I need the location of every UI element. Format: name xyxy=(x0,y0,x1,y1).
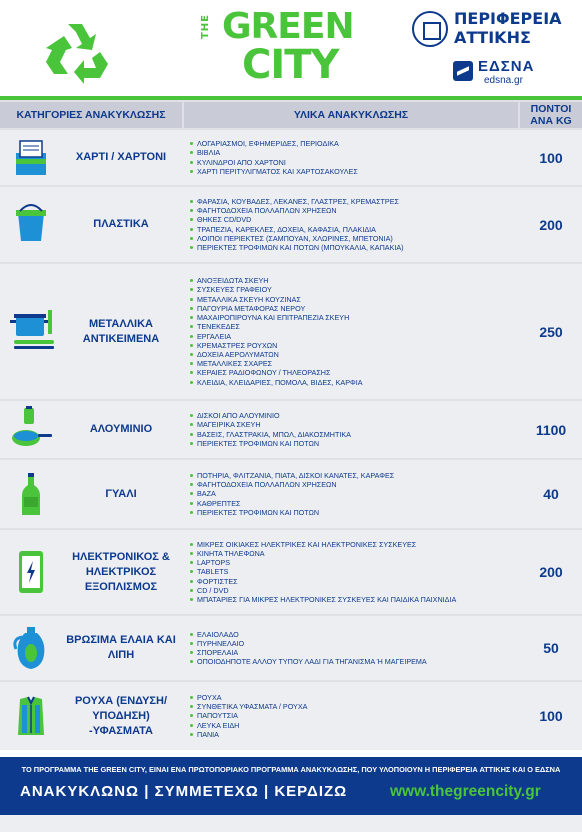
list-item: ΕΡΓΑΛΕΙΑ xyxy=(190,332,514,341)
materials-list xyxy=(190,187,514,262)
category-label: ΑΛΟΥΜΙΝΙΟ xyxy=(89,423,153,435)
list-item: ΦΑΡΑΣΙΑ, ΚΟΥΒΑΔΕΣ, ΛΕΚΑΝΕΣ, ΓΛΑΣΤΡΕΣ, ΚΡΕΜΑΣΤΡΕΣ xyxy=(190,197,514,206)
list-item: ΠΕΡΙΕΚΤΕΣ ΤΡΟΦΙΜΩΝ ΚΑΙ ΠΟΤΩΝ xyxy=(190,439,514,448)
points-value: 200 xyxy=(520,530,582,614)
list-item: ΣΥΝΘΕΤΙΚΑ ΥΦΑΣΜΑΤΑ / ΡΟΥΧΑ xyxy=(190,702,514,711)
list-item: ΔΙΣΚΟΙ ΑΠΟ ΑΛΟΥΜΙΝΙΟ xyxy=(190,411,514,420)
table-header xyxy=(0,100,582,128)
list-item: ΚΑΘΡΕΠΤΕΣ xyxy=(190,499,514,508)
list-item: ΜΠΑΤΑΡΙΕΣ ΓΙΑ ΜΙΚΡΕΣ ΗΛΕΚΤΡΟΝΙΚΕΣ ΣΥΣΚΕΥΕΣ ΚΑΙ ΠΑΙΔΙΚΑ ΠΑΙΧΝΙΔΙΑ xyxy=(190,595,514,604)
list-item: ΒΑΣΕΙΣ, ΓΛΑΣΤΡΑΚΙΑ, ΜΠΩΛ, ΔΙΑΚΟΣΜΗΤΙΚΑ xyxy=(190,430,514,439)
materials-list xyxy=(190,530,514,614)
list-item: ΒΑΖΑ xyxy=(190,489,514,498)
list-item: ΠΑΓΟΥΡΙΑ ΜΕΤΑΦΟΡΑΣ ΝΕΡΟΥ xyxy=(190,304,514,313)
points-value: 40 xyxy=(520,460,582,528)
table-row xyxy=(0,460,582,528)
table-row xyxy=(0,130,582,185)
recycling-table xyxy=(0,100,582,750)
logo-city: CITY xyxy=(242,42,339,88)
column-header-points: ΠΟΝΤΟΙ ΑΝΑ KG xyxy=(520,102,582,128)
recycle-icon xyxy=(42,18,112,84)
points-value: 100 xyxy=(520,130,582,185)
list-item: ΜΑΧΑΙΡΟΠΙΡΟΥΝΑ ΚΑΙ ΕΠΙΤΡΑΠΕΖΙΑ ΣΚΕΥΗ xyxy=(190,313,514,322)
plastic-bucket-icon xyxy=(8,201,54,247)
paper-stack-icon xyxy=(8,135,54,181)
list-item: ΜΙΚΡΕΣ ΟΙΚΙΑΚΕΣ ΗΛΕΚΤΡΙΚΕΣ ΚΑΙ ΗΛΕΚΤΡΟΝΙΚΕΣ ΣΥΣΚΕΥΕΣ xyxy=(190,540,514,549)
list-item: ΚΡΕΜΑΣΤΡΕΣ ΡΟΥΧΩΝ xyxy=(190,341,514,350)
materials-list xyxy=(190,616,514,680)
list-item: ΠΕΡΙΕΚΤΕΣ ΤΡΟΦΙΜΩΝ ΚΑΙ ΠΟΤΩΝ (ΜΠΟΥΚΑΛΙΑ, ΚΑΠΑΚΙΑ) xyxy=(190,243,514,252)
points-value: 200 xyxy=(520,187,582,262)
frying-pan-icon xyxy=(8,406,54,452)
column-header-category: ΚΑΤΗΓΟΡΙΕΣ ΑΝΑΚΥΚΛΩΣΗΣ xyxy=(0,102,182,128)
header xyxy=(0,0,582,96)
region-line2: ΑΤΤΙΚΗΣ xyxy=(454,28,531,47)
category-label: ΧΑΡΤΙ / ΧΑΡΤΟΝΙ xyxy=(75,151,167,163)
shirt-icon xyxy=(8,693,54,739)
list-item: ΜΑΓΕΙΡΙΚΑ ΣΚΕΥΗ xyxy=(190,420,514,429)
list-item: TABLETS xyxy=(190,567,514,576)
materials-list xyxy=(190,130,514,185)
points-value: 250 xyxy=(520,264,582,399)
materials-list xyxy=(190,264,514,399)
list-item: ΟΠΟΙΟΔΗΠΟΤΕ ΑΛΛΟΥ ΤΥΠΟΥ ΛΑΔΙ ΓΙΑ ΤΗΓΑΝΙΣΜΑ Ή ΜΑΓΕΙΡΕΜΑ xyxy=(190,657,514,666)
list-item: ΠΑΝΙΑ xyxy=(190,730,514,739)
list-item: ΧΑΡΤΙ ΠΕΡΙΤΥΛΙΓΜΑΤΟΣ ΚΑΙ ΧΑΡΤΟΣΑΚΟΥΛΕΣ xyxy=(190,167,514,176)
region-logo xyxy=(454,9,562,47)
green-city-logo xyxy=(200,8,370,88)
list-item: ΒΙΒΛΙΑ xyxy=(190,148,514,157)
category-label: ΜΕΤΑΛΛΙΚΑ ΑΝΤΙΚΕΙΜΕΝΑ xyxy=(82,317,160,345)
list-item: ΠΟΤΗΡΙΑ, ΦΛΙΤΖΑΝΙΑ, ΠΙΑΤΑ, ΔΙΣΚΟΙ ΚΑΝΑΤΕΣ, ΚΑΡΑΦΕΣ xyxy=(190,471,514,480)
list-item: ΠΑΠΟΥΤΣΙΑ xyxy=(190,711,514,720)
slogan: ΑΝΑΚΥΚΛΩΝΩ | ΣΥΜΜΕΤΕΧΩ | ΚΕΡΔΙΖΩ xyxy=(20,783,348,800)
list-item: LAPTOPS xyxy=(190,558,514,567)
points-value: 50 xyxy=(520,616,582,680)
table-row xyxy=(0,616,582,680)
footer xyxy=(0,757,582,815)
website-link[interactable]: www.thegreencity.gr xyxy=(390,783,541,800)
category-label: ΗΛΕΚΤΡΟΝΙΚΟΣ & ΗΛΕΚΤΡΙΚΟΣ ΕΞΟΠΛΙΣΜΟΣ xyxy=(72,550,170,593)
logo-the: THE xyxy=(200,14,211,40)
list-item: ΦΟΡΤΙΣΤΕΣ xyxy=(190,577,514,586)
list-item: ΚΕΡΑΙΕΣ ΡΑΔΙΟΦΩΝΟΥ / ΤΗΛΕΟΡΑΣΗΣ xyxy=(190,368,514,377)
logo-green: GREEN xyxy=(222,6,354,47)
list-item: ΦΑΓΗΤΟΔΟΧΕΙΑ ΠΟΛΛΑΠΛΩΝ ΧΡΗΣΕΩΝ xyxy=(190,480,514,489)
list-item: ΦΑΓΗΤΟΔΟΧΕΙΑ ΠΟΛΛΑΠΛΩΝ ΧΡΗΣΕΩΝ xyxy=(190,206,514,215)
category-label: ΠΛΑΣΤΙΚΑ xyxy=(93,218,149,230)
list-item: ΚΥΛΙΝΔΡΟΙ ΑΠΟ ΧΑΡΤΟΝΙ xyxy=(190,158,514,167)
program-note: ΤΟ ΠΡΟΓΡΑΜΜΑ THE GREEN CITY, ΕΙΝΑΙ ΕΝΑ ΠΡΩΤΟΠΟΡΙΑΚΟ ΠΡΟΓΡΑΜΜΑ ΑΝΑΚΥΚΛΩΣΗΣ, ΠΟΥ ΥΛΟΠΟΙΟΥΝ Η ΠΕΡΙΦΕΡΕΙΑ ΑΤΤΙΚΗΣ ΚΑΙ Ο ΕΔΣΝΑ xyxy=(21,765,561,774)
list-item: ΛΟΙΠΟΙ ΠΕΡΙΕΚΤΕΣ (ΣΑΜΠΟΥΑΝ, ΧΛΩΡΙΝΕΣ, ΜΠΕΤΟΝΙΑ) xyxy=(190,234,514,243)
region-line1: ΠΕΡΙΦΕΡΕΙΑ xyxy=(454,9,562,28)
column-header-materials: ΥΛΙΚΑ ΑΝΑΚΥΚΛΩΣΗΣ xyxy=(184,102,518,128)
list-item: ΕΛΑΙΟΛΑΔΟ xyxy=(190,630,514,639)
list-item: ΤΡΑΠΕΖΙΑ, ΚΑΡΕΚΛΕΣ, ΔΟΧΕΙΑ, ΚΑΦΑΣΙΑ, ΠΛΑΚΙΔΙΑ xyxy=(190,225,514,234)
category-label: ΡΟΥΧΑ (ΕΝΔΥΣΗ/ΥΠΟΔΗΣΗ) -ΥΦΑΣΜΑΤΑ xyxy=(74,694,168,737)
list-item: ΚΙΝΗΤΑ ΤΗΛΕΦΩΝΑ xyxy=(190,549,514,558)
bottom-strip xyxy=(0,815,582,832)
list-item: ΡΟΥΧΑ xyxy=(190,693,514,702)
list-item: CD / DVD xyxy=(190,586,514,595)
edsna-logo-icon xyxy=(453,61,473,81)
materials-list xyxy=(190,682,514,750)
table-row xyxy=(0,264,582,399)
list-item: ΑΝΟΞΕΙΔΩΤΑ ΣΚΕΥΗ xyxy=(190,276,514,285)
oil-amphora-icon xyxy=(8,625,54,671)
list-item: ΛΕΥΚΑ ΕΙΔΗ xyxy=(190,721,514,730)
greek-seal-icon xyxy=(412,11,448,47)
list-item: ΠΥΡΗΝΕΛΑΙΟ xyxy=(190,639,514,648)
list-item: ΣΥΣΚΕΥΕΣ ΓΡΑΦΕΙΟΥ xyxy=(190,285,514,294)
edsna-url: edsna.gr xyxy=(484,75,523,86)
materials-list xyxy=(190,401,514,458)
list-item: ΔΟΧΕΙΑ ΑΕΡΟΛΥΜΑΤΩΝ xyxy=(190,350,514,359)
edsna-name: ΕΔΣΝΑ xyxy=(478,58,535,75)
list-item: ΜΕΤΑΛΛΙΚΕΣ ΣΧΑΡΕΣ xyxy=(190,359,514,368)
list-item: ΛΟΓΑΡΙΑΣΜΟΙ, ΕΦΗΜΕΡΙΔΕΣ, ΠΕΡΙΟΔΙΚΑ xyxy=(190,139,514,148)
cooking-pot-icon xyxy=(8,308,60,354)
table-row xyxy=(0,530,582,614)
list-item: ΜΕΤΑΛΛΙΚΑ ΣΚΕΥΗ ΚΟΥΖΙΝΑΣ xyxy=(190,295,514,304)
category-label: ΒΡΩΣΙΜΑ ΕΛΑΙΑ ΚΑΙ ΛΙΠΗ xyxy=(66,634,176,661)
table-row xyxy=(0,401,582,458)
list-item: ΣΠΟΡΕΛΑΙΑ xyxy=(190,648,514,657)
list-item: ΘΗΚΕΣ CD/DVD xyxy=(190,215,514,224)
category-label: ΓΥΑΛΙ xyxy=(105,487,137,500)
mobile-phone-icon xyxy=(8,549,54,595)
list-item: ΤΕΝΕΚΕΔΕΣ xyxy=(190,322,514,331)
table-row xyxy=(0,187,582,262)
list-item: ΚΛΕΙΔΙΑ, ΚΛΕΙΔΑΡΙΕΣ, ΠΟΜΟΛΑ, ΒΙΔΕΣ, ΚΑΡΦΙΑ xyxy=(190,378,514,387)
points-value: 1100 xyxy=(520,401,582,458)
glass-bottle-icon xyxy=(8,471,54,517)
materials-list xyxy=(190,460,514,528)
points-value: 100 xyxy=(520,682,582,750)
table-row xyxy=(0,682,582,750)
list-item: ΠΕΡΙΕΚΤΕΣ ΤΡΟΦΙΜΩΝ ΚΑΙ ΠΟΤΩΝ xyxy=(190,508,514,517)
